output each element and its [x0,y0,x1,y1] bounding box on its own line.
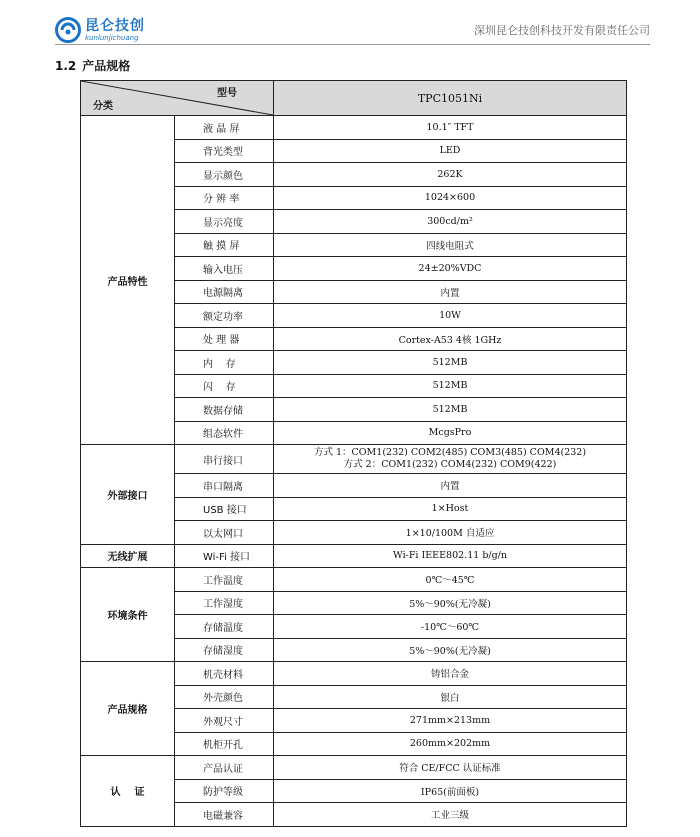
table-row [81,116,627,140]
header-diagonal-cell [81,81,274,116]
spec-item: 机壳材料 [175,662,274,686]
spec-value: -10℃～60℃ [274,615,627,639]
spec-value: 271mm×213mm [274,709,627,733]
logo-chinese-name: 昆仑技创 [85,17,145,34]
spec-item: 串口隔离 [175,474,274,498]
spec-value: 1×10/100M 自适应 [274,521,627,545]
spec-value: 0℃～45℃ [274,568,627,592]
spec-value: 1024×600 [274,186,627,210]
spec-item: 电源隔离 [175,280,274,304]
company-name: 深圳昆仑技创科技开发有限责任公司 [474,24,650,37]
spec-item: 工作湿度 [175,591,274,615]
spec-value: McgsPro [274,421,627,445]
header-category-label: 分类 [93,101,113,112]
spec-item: Wi-Fi 接口 [175,544,274,568]
model-value: TPC1051Ni [274,81,627,116]
serial-mode-1: 方式 1：COM1(232) COM2(485) COM3(485) COM4(232) [313,447,587,458]
spec-value: 10W [274,304,627,328]
logo-english-name: kunlunjichuang [85,33,139,42]
spec-value: 1×Host [274,497,627,521]
spec-item: 防护等级 [175,779,274,803]
logo-mark-icon [55,17,81,43]
spec-value: 5%～90%(无冷凝) [274,638,627,662]
spec-table [80,80,627,827]
spec-item: 处 理 器 [175,327,274,351]
table-header-row [81,81,627,116]
spec-item: 显示颜色 [175,163,274,187]
spec-value: 300cd/m² [274,210,627,234]
category-cell: 认 证 [81,756,175,827]
spec-value: 内置 [274,474,627,498]
spec-value: IP65(前面板) [274,779,627,803]
spec-item: 输入电压 [175,257,274,281]
table-row [81,568,627,592]
spec-value: 512MB [274,351,627,375]
category-cell: 无线扩展 [81,544,175,568]
spec-value: 512MB [274,398,627,422]
category-cell: 外部接口 [81,445,175,545]
spec-item: 存储温度 [175,615,274,639]
spec-value: 5%～90%(无冷凝) [274,591,627,615]
spec-value: 262K [274,163,627,187]
spec-item: 背光类型 [175,139,274,163]
category-cell: 环境条件 [81,568,175,662]
spec-item: 数据存储 [175,398,274,422]
header-model-label: 型号 [217,88,237,99]
category-cell: 产品特性 [81,116,175,445]
table-row [81,544,627,568]
spec-value: 512MB [274,374,627,398]
spec-item: USB 接口 [175,497,274,521]
spec-value: 铸铝合金 [274,662,627,686]
spec-value: Wi-Fi IEEE802.11 b/g/n [274,544,627,568]
section-number: 1.2 [55,59,77,73]
spec-item: 机柜开孔 [175,732,274,756]
table-row [81,662,627,686]
spec-value [274,445,627,474]
spec-item: 液 晶 屏 [175,116,274,140]
spec-value: 工业三级 [274,803,627,827]
serial-mode-2: 方式 2：COM1(232) COM4(232) COM9(422) [343,459,557,470]
spec-item: 外壳颜色 [175,685,274,709]
category-cell: 产品规格 [81,662,175,756]
spec-item: 显示亮度 [175,210,274,234]
spec-value: Cortex-A53 4核 1GHz [274,327,627,351]
spec-item: 组态软件 [175,421,274,445]
spec-item: 产品认证 [175,756,274,780]
spec-item: 存储湿度 [175,638,274,662]
section-title: 产品规格 [82,59,131,73]
section-heading [55,57,130,74]
spec-value: 银白 [274,685,627,709]
spec-value: LED [274,139,627,163]
table-row [81,445,627,474]
table-row [81,756,627,780]
spec-item: 外观尺寸 [175,709,274,733]
spec-value: 内置 [274,280,627,304]
spec-item: 额定功率 [175,304,274,328]
spec-item: 闪 存 [175,374,274,398]
company-logo [55,15,145,45]
spec-value: 符合 CE/FCC 认证标准 [274,756,627,780]
spec-value: 24±20%VDC [274,257,627,281]
spec-value: 10.1″ TFT [274,116,627,140]
spec-item: 分 辨 率 [175,186,274,210]
spec-value: 四线电阻式 [274,233,627,257]
spec-value: 260mm×202mm [274,732,627,756]
page-header [0,0,700,48]
spec-item: 工作温度 [175,568,274,592]
header-divider [55,44,650,45]
spec-item: 串行接口 [175,445,274,474]
spec-item: 内 存 [175,351,274,375]
spec-item: 以太网口 [175,521,274,545]
spec-item: 触 摸 屏 [175,233,274,257]
spec-item: 电磁兼容 [175,803,274,827]
